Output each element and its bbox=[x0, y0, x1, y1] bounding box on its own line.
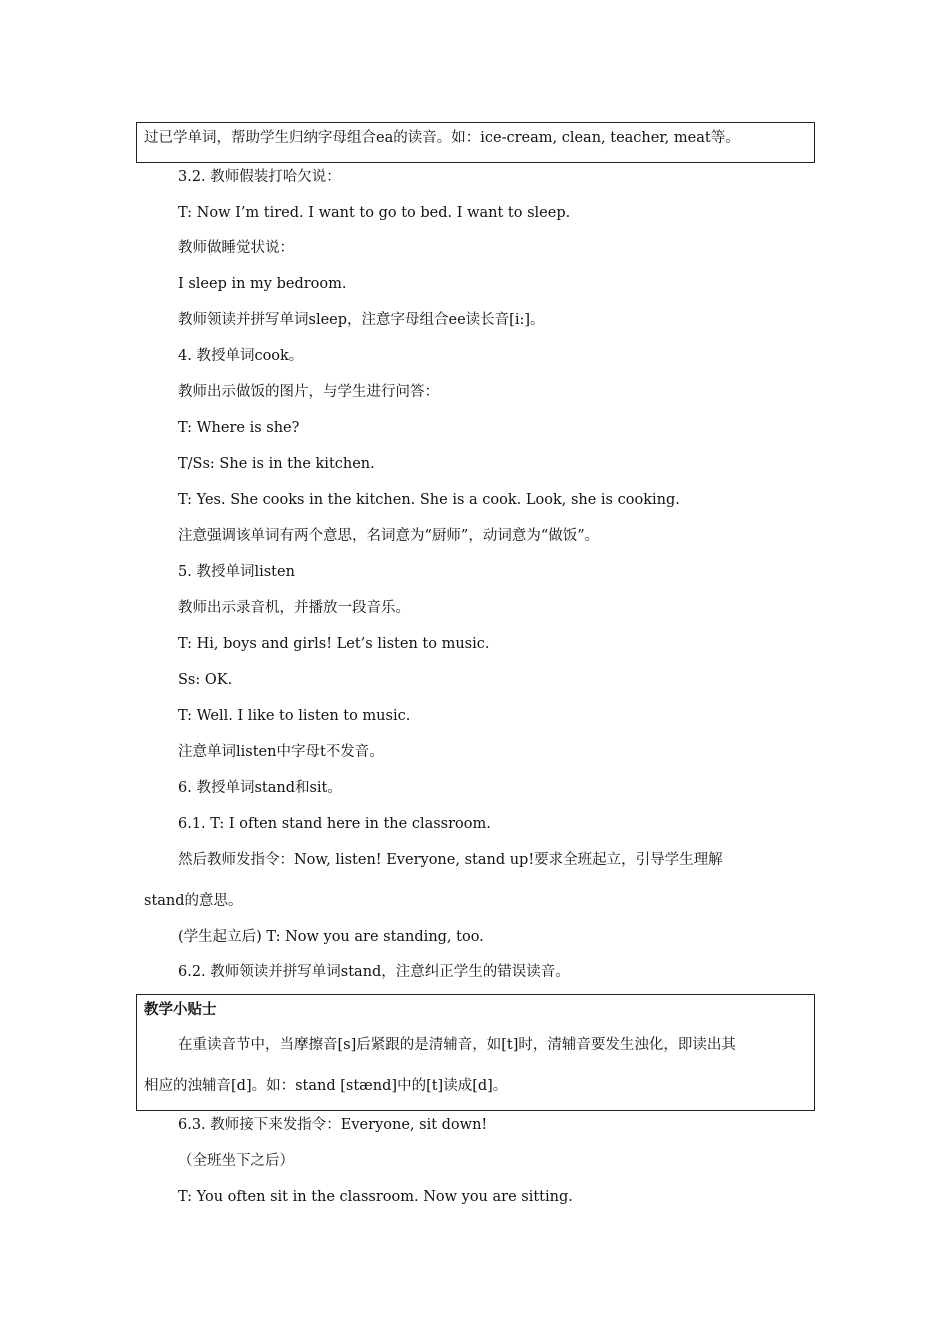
paragraph-line: T/Ss: She is in the kitchen. bbox=[178, 456, 375, 472]
top-box-text: 过已学单词，帮助学生归纳字母组合ea的读音。如：ice-cream, clean, teacher, meat等。 bbox=[144, 130, 740, 146]
teaching-tip-line: 相应的浊辅音[d]。如：stand [stænd]中的[t]读成[d]。 bbox=[144, 1078, 508, 1094]
paragraph-line: T: Hi, boys and girls! Let’s listen to music. bbox=[178, 636, 490, 652]
paragraph-line: T: Yes. She cooks in the kitchen. She is a cook. Look, she is cooking. bbox=[178, 492, 680, 508]
paragraph-line: （全班坐下之后） bbox=[178, 1153, 294, 1169]
paragraph-line: 6. 教授单词stand和sit。 bbox=[178, 780, 342, 796]
paragraph-line: 5. 教授单词listen bbox=[178, 564, 295, 580]
paragraph-line: T: You often sit in the classroom. Now you are sitting. bbox=[178, 1189, 573, 1205]
paragraph-line: 3.2. 教师假装打哈欠说： bbox=[178, 169, 341, 185]
paragraph-line: 注意强调该单词有两个意思，名词意为“厨师”，动词意为“做饭”。 bbox=[178, 528, 600, 544]
paragraph-line: T: Where is she? bbox=[178, 420, 300, 436]
paragraph-line: 注意单词listen中字母t不发音。 bbox=[178, 744, 384, 760]
paragraph-line: 教师做睡觉状说： bbox=[178, 240, 294, 256]
paragraph-line: T: Now I’m tired. I want to go to bed. I want to sleep. bbox=[178, 205, 571, 221]
paragraph-line: 6.1. T: I often stand here in the classroom. bbox=[178, 816, 491, 832]
paragraph-line: Ss: OK. bbox=[178, 672, 233, 688]
paragraph-line: 教师出示录音机，并播放一段音乐。 bbox=[178, 600, 410, 616]
paragraph-line: 6.3. 教师接下来发指令：Everyone, sit down! bbox=[178, 1117, 488, 1133]
paragraph-line: I sleep in my bedroom. bbox=[178, 276, 347, 292]
paragraph-line: 然后教师发指令：Now, listen! Everyone, stand up!要求全班起立，引导学生理解 bbox=[178, 852, 723, 868]
paragraph-line: 教师出示做饭的图片，与学生进行问答： bbox=[178, 384, 439, 400]
paragraph-line: 6.2. 教师领读并拼写单词stand，注意纠正学生的错误读音。 bbox=[178, 964, 570, 980]
paragraph-line: T: Well. I like to listen to music. bbox=[178, 708, 411, 724]
paragraph-line: stand的意思。 bbox=[144, 893, 243, 909]
teaching-tip-title: 教学小贴士 bbox=[144, 1001, 217, 1018]
paragraph-line: 4. 教授单词cook。 bbox=[178, 348, 304, 364]
paragraph-line: 教师领读并拼写单词sleep，注意字母组合ee读长音[i:]。 bbox=[178, 312, 545, 328]
paragraph-line: (学生起立后) T: Now you are standing, too. bbox=[178, 929, 484, 945]
teaching-tip-line: 在重读音节中，当摩擦音[s]后紧跟的是清辅音，如[t]时，清辅音要发生浊化，即读出其 bbox=[178, 1037, 736, 1053]
